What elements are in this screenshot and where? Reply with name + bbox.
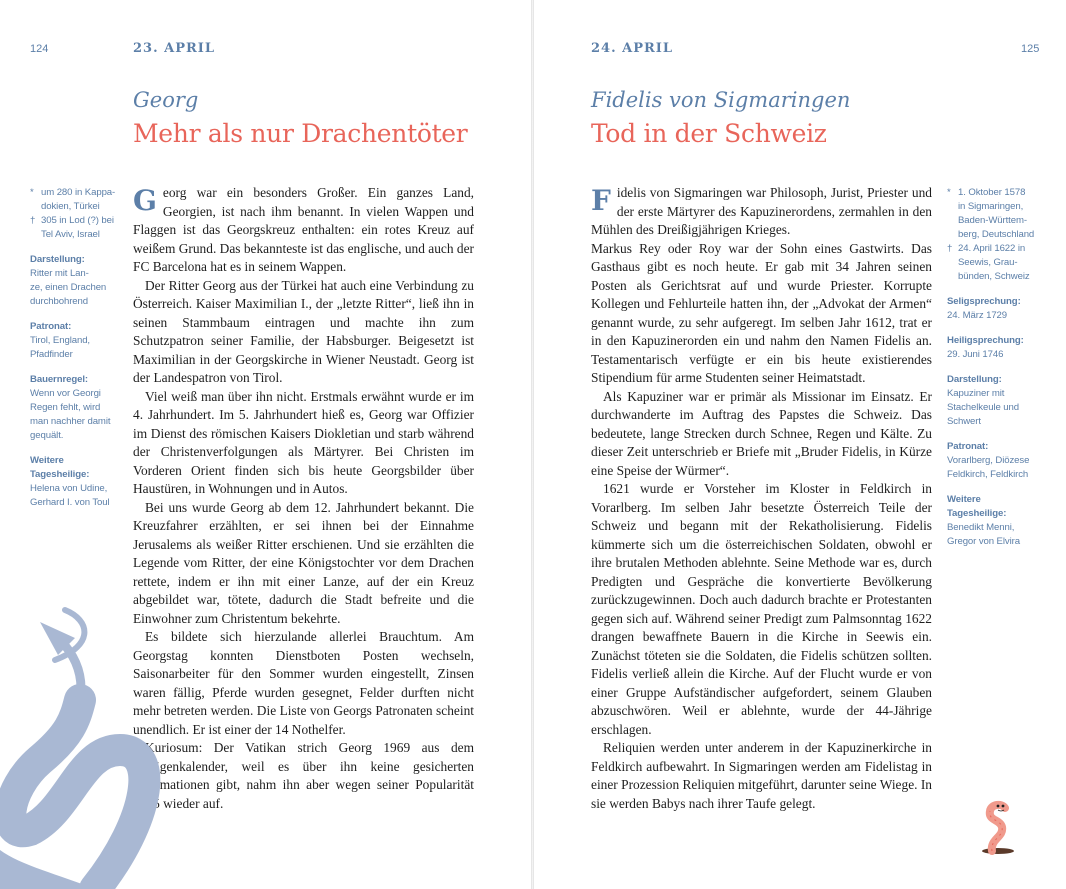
date-heading: 24. APRIL xyxy=(591,41,674,56)
other-saints-label: Weitere Tagesheilige: xyxy=(947,494,1007,519)
body-text xyxy=(133,184,474,813)
patronage-label: Patronat: xyxy=(947,441,989,452)
saint-name: Georg xyxy=(133,88,199,112)
paragraph: Markus Rey oder Roy war der Sohn eines Gastwirts. Das Gasthaus gibt es noch heute. Er gab mit 34 Jahren seinen Posten als Gerichtsrat auf und wurde Priester. Korrupte Kollegen und Fehlurteile hatten ihn, der „Advokat der Armen“ genannt wurde, zu sehr aufgeregt. Im selben Jahr 1612, trat er in den Kapuzinerorden ein und nahm den Namen Fidelis an. Testamentarisch verfügte er ein bis heute existierendes Stipendium für arme Studenten seiner Heimatstadt. xyxy=(591,240,932,385)
dragon-tail-illustration xyxy=(0,600,170,889)
beatification-label: Seligsprechung: xyxy=(947,296,1021,307)
other-saints-text: Benedikt Menni, Gregor von Elvira xyxy=(947,522,1020,547)
paragraph: Als Kapuziner war er primär als Missionar im Einsatz. Er durchwanderte im Auftrag des Papstes die Schweiz. Das bedeutete, lange Strecken durch Schnee, Regen und Kälte. Zu dieser Zeit unterschrieb er Briefe mit „Bruder Fidelis, in Kürze eine Speise der Würmer“. xyxy=(591,388,932,478)
patronage-text: Vorarlberg, Diözese Feldkirch, Feldkirch xyxy=(947,455,1030,480)
saint-name: Fidelis von Sigmaringen xyxy=(591,88,851,112)
paragraph: Reliquien werden unter anderem in der Kapuzinerkirche in Feldkirch aufbewahrt. In Sigmaringen werden am Fidelistag in einer Prozession Reliquien mitgeführt, darunter seine Wiege. In sie werden Babys nach ihrer Taufe gelegt. xyxy=(591,740,932,811)
paragraph: Kuriosum: Der Vatikan strich Georg 1969 aus dem Heiligenkalender, weil es über ihn keine gesicherten Informationen gibt, nahm ihn aber wegen seiner Popularität 1975 wieder auf. xyxy=(133,740,474,811)
birth-entry: * um 280 in Kappa- dokien, Türkei xyxy=(30,187,116,212)
paragraph: Bei uns wurde Georg ab dem 12. Jahrhundert bekannt. Die Kreuzfahrer erzählten, er sei ihnen bei der Einnahme Jerusalems als weißer Ritter erschienen. Und sie erzählten die Legende vom Ritter, der eine Königstochter vor dem Drachen rettete, indem er ihn mit einer Lanze, auf der ein Kreuz abgebildet war, tötete, dadurch die Stadt befreite und die Einwohner zum Christentum bekehrte. xyxy=(133,499,474,626)
beatification-date: 24. März 1729 xyxy=(947,310,1008,321)
paragraph: Viel weiß man über ihn nicht. Erstmals erwähnt wurde er im 4. Jahrhundert. Im 5. Jahrhundert hieß es, Georg war Offizier im Dienst des römischen Kaisers Diokletian und starb während der Christenverfolgungen als Märtyrer. Bei Christen im Vorderen Orient finden sich bis heute Georgsbilder über Haustüren, in Wohnungen und in Autos. xyxy=(133,388,474,496)
depiction-text: Kapuziner mit Stachelkeule und Schwert xyxy=(947,388,1020,427)
death-symbol: † xyxy=(30,215,36,226)
worm-illustration xyxy=(978,795,1018,855)
other-saints-text: Helena von Udine, Gerhard I. von Toul xyxy=(30,483,110,508)
birth-symbol: * xyxy=(947,187,951,198)
death-entry: † 305 in Lod (?) bei Tel Aviv, Israel xyxy=(30,215,114,240)
other-saints-label: Weitere Tagesheilige: xyxy=(30,455,90,480)
drop-cap: F xyxy=(591,184,611,217)
body-text xyxy=(591,184,932,813)
depiction-text: Ritter mit Lan- ze, einen Drachen durchbohrend xyxy=(30,268,107,307)
drop-cap: G xyxy=(133,184,157,217)
depiction-label: Darstellung: xyxy=(30,254,85,265)
depiction-label: Darstellung: xyxy=(947,374,1002,385)
page-number: 124 xyxy=(30,43,49,55)
headline: Mehr als nur Drachentöter xyxy=(133,119,468,148)
paragraph: Es bildete sich hierzulande allerlei Brauchtum. Am Georgstag konnten Dienstboten Posten wechseln, Saisonarbeiter für den Sommer wurden eingestellt, Zinsen waren fällig, Pferde wurden gesegnet, Felder durften nicht mehr betreten werden. Die Liste von Georgs Patronaten scheint unendlich. Er ist einer der 14 Nothelfer. xyxy=(133,629,474,737)
death-symbol: † xyxy=(947,243,953,254)
paragraph: Fidelis von Sigmaringen war Philosoph, Jurist, Priester und der erste Märtyrer des Kapuzinerordens, zermahlen in den Mühlen des Dreißigjährigen Krieges. xyxy=(591,184,932,237)
paragraph: Georg war ein besonders Großer. Ein ganzes Land, Georgien, ist nach ihm benannt. In vielen Wappen und Flaggen ist das Georgskreuz enthalten: ein rotes Kreuz auf weißem Grund. Das bekannteste ist das englische, und auch der FC Barcelona hat es in seinem Wappen. xyxy=(133,184,474,274)
date-heading: 23. APRIL xyxy=(133,41,216,56)
canonization-date: 29. Juni 1746 xyxy=(947,349,1004,360)
page-number: 125 xyxy=(1021,43,1040,55)
farmer-rule-text: Wenn vor Georgi Regen fehlt, wird man nachher damit gequält. xyxy=(30,388,111,441)
birth-entry: * 1. Oktober 1578 in Sigmaringen, Baden-Württem- berg, Deutschland xyxy=(947,187,1035,240)
right-page xyxy=(533,0,1066,889)
sidebar-facts xyxy=(30,186,120,510)
headline: Tod in der Schweiz xyxy=(591,119,827,148)
canonization-label: Heiligsprechung: xyxy=(947,335,1024,346)
patronage-label: Patronat: xyxy=(30,321,72,332)
paragraph: 1621 wurde er Vorsteher im Kloster in Feldkirch in Vorarlberg. Im selben Jahr besetzte Österreich Teile der Schweiz und begann mit der Rekatholisierung. Fidelis kümmerte sich um die österreichischen Soldaten, obwohl er ihre brutalen Methoden ablehnte. Seine Methode war es, durch Predigten und Gespräche die konvertierte Bevölkerung zurückzugewinnen. Doch auch dadurch brachte er Protestanten gegen sich auf. Während seiner Predigt zum Palmsonntag 1622 drangen bewaffnete Bauern in die Kirche in Seewis ein. Zunächst töteten sie die Soldaten, die Fidelis schützen sollten. Fidelis verließ allein die Kirche. Auf der Flucht wurde er von einer Gruppe Aufständischer aufgefordert, seinem Glauben abzuschwören. Weil er ablehnte, wurde der 44-Jährige erschlagen. xyxy=(591,481,932,737)
patronage-text: Tirol, England, Pfadfinder xyxy=(30,335,91,360)
farmer-rule-label: Bauernregel: xyxy=(30,374,88,385)
paragraph: Der Ritter Georg aus der Türkei hat auch eine Verbindung zu Österreich. Kaiser Maximilian I., der „letzte Ritter“, ließ ihn in seinen Stammbaum eintragen und machte ihn zum Schutzpatron seiner Familie, der Habsburger. Beigesetzt ist Maximilian in der Georgskirche in Wiener Neustadt. Georg ist der Landespatron von Tirol. xyxy=(133,277,474,385)
sidebar-facts xyxy=(947,186,1057,549)
birth-symbol: * xyxy=(30,187,34,198)
death-entry: † 24. April 1622 in Seewis, Grau- bünden, Schweiz xyxy=(947,243,1030,282)
